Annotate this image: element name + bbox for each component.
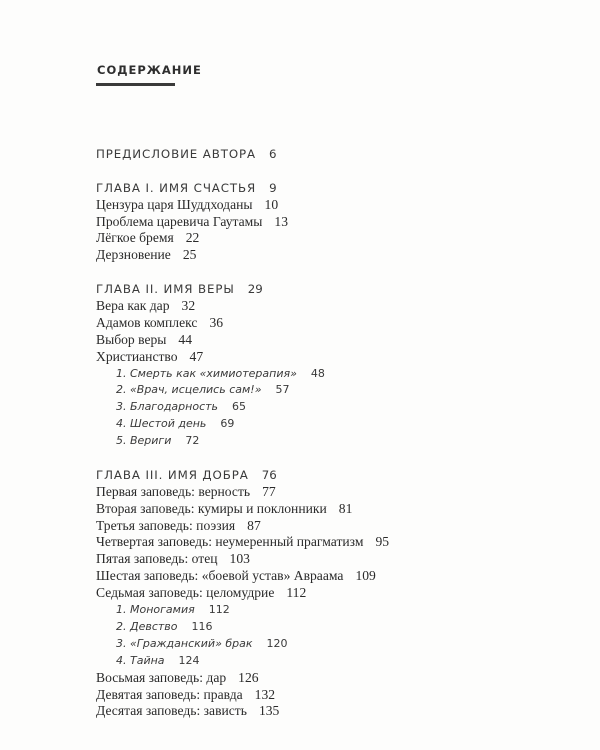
toc-entry: [96, 484, 576, 501]
toc-page-number: 116: [191, 619, 213, 633]
toc-entry: [96, 349, 576, 366]
toc-entry-title: Четвертая заповедь: неумеренный прагматизм: [96, 534, 364, 550]
toc-entry-title: Седьмая заповедь: целомудрие: [96, 585, 275, 601]
toc-section-heading: [96, 180, 576, 197]
toc-page-number: 109: [355, 568, 376, 584]
toc-entry: [96, 332, 576, 349]
toc-subentry: [96, 433, 576, 450]
toc-entry-title: Шестая заповедь: «боевой устав» Авраама: [96, 568, 344, 584]
toc-page-number: 47: [189, 348, 204, 364]
toc-entry-title: Выбор веры: [96, 331, 167, 347]
toc-section-heading: [96, 146, 576, 163]
toc-entry-title: 3. Благодарность: [116, 400, 219, 414]
toc-entry-title: 4. Шестой день: [116, 417, 207, 431]
toc-page-number: 57: [275, 383, 290, 397]
toc-subentry: [96, 653, 576, 670]
toc-entry-title: Десятая заповедь: зависть: [96, 703, 247, 719]
toc-entry-title: Проблема царевича Гаутамы: [96, 213, 263, 229]
toc-entry-title: ПРЕДИСЛОВИЕ АВТОРА: [96, 147, 257, 161]
toc-page-number: 77: [262, 483, 276, 499]
toc-entry: [96, 247, 576, 264]
toc-page-number: 48: [310, 366, 325, 380]
toc-page-number: 132: [254, 686, 276, 702]
toc-section-heading: [96, 281, 576, 298]
toc-entry-title: Пятая заповедь: отец: [96, 551, 218, 567]
toc-subentry: [96, 636, 576, 653]
toc-page-number: 10: [264, 196, 279, 212]
toc-page-number: 103: [229, 551, 250, 567]
toc-entry-title: Лёгкое бремя: [96, 230, 174, 246]
toc-page-number: 69: [220, 417, 235, 431]
toc-entry: [96, 501, 576, 518]
toc-page-number: 135: [258, 703, 280, 719]
toc-page-number: 112: [286, 585, 307, 601]
toc-page-number: 81: [338, 500, 353, 516]
toc-subentry: [96, 416, 576, 433]
toc-entry: [96, 670, 576, 687]
toc-subentry: [96, 619, 576, 636]
toc-entry-title: Цензура царя Шуддходаны: [96, 196, 253, 212]
toc-entry-title: Вера как дар: [96, 298, 170, 314]
toc-entry-title: ГЛАВА I. ИМЯ СЧАСТЬЯ: [96, 180, 257, 195]
section-spacer: [96, 450, 576, 467]
toc-entry-title: 1. Смерть как «химиотерапия»: [116, 366, 297, 380]
toc-entry: [96, 585, 576, 602]
toc-page-number: 22: [185, 230, 200, 246]
title-underline: [96, 83, 175, 86]
section-spacer: [96, 264, 576, 281]
toc-entry-title: 3. «Гражданский» брак: [116, 636, 253, 650]
toc-entry-title: Девятая заповедь: правда: [96, 686, 243, 702]
toc-entry: [96, 551, 576, 568]
toc-page-number: 126: [238, 669, 259, 685]
toc-entry: [96, 687, 576, 704]
toc-entry: [96, 230, 576, 247]
toc-page-number: 76: [261, 467, 277, 482]
page-title: СОДЕРЖАНИЕ: [97, 63, 202, 77]
toc-entry-title: Третья заповедь: поэзия: [96, 517, 236, 533]
toc-entry: [96, 534, 576, 551]
toc-page-number: 120: [266, 636, 288, 650]
toc-subentry: [96, 602, 576, 619]
toc-entry-title: 2. Девство: [116, 619, 178, 633]
toc-entry-title: Адамов комплекс: [96, 314, 198, 330]
toc-entry-title: Первая заповедь: верность: [96, 483, 251, 499]
toc-subentry: [96, 382, 576, 399]
toc-page-number: 36: [209, 314, 224, 330]
toc-page-number: 44: [178, 331, 193, 347]
toc-entry-title: ГЛАВА II. ИМЯ ВЕРЫ: [96, 282, 235, 297]
toc-entry-title: 1. Моногамия: [116, 603, 195, 617]
toc-page-number: 32: [181, 298, 196, 314]
toc-entry: [96, 315, 576, 332]
toc-page-number: 29: [247, 282, 263, 297]
table-of-contents: [96, 146, 576, 720]
toc-page-number: 112: [208, 603, 230, 617]
toc-entry-title: 5. Вериги: [116, 434, 172, 448]
section-spacer: [96, 163, 576, 180]
toc-page-number: 65: [232, 400, 247, 414]
toc-page-number: 9: [269, 180, 277, 195]
toc-page-number: 124: [178, 653, 200, 667]
toc-page-number: 87: [247, 517, 261, 533]
toc-entry-title: Восьмая заповедь: дар: [96, 669, 227, 685]
toc-page-number: 72: [185, 434, 200, 448]
toc-page-number: 95: [375, 534, 390, 550]
toc-entry: [96, 568, 576, 585]
toc-entry-title: Вторая заповедь: кумиры и поклонники: [96, 500, 327, 516]
toc-entry-title: 2. «Врач, исцелись сам!»: [116, 383, 262, 397]
toc-page-number: 13: [274, 213, 288, 229]
toc-section-heading: [96, 467, 576, 484]
toc-entry: [96, 214, 576, 231]
toc-page-number: 25: [182, 247, 197, 263]
toc-entry: [96, 298, 576, 315]
toc-page-number: 6: [269, 147, 277, 161]
toc-entry-title: 4. Тайна: [116, 653, 165, 667]
toc-entry: [96, 703, 576, 720]
toc-entry-title: Дерзновение: [96, 247, 171, 263]
toc-subentry: [96, 399, 576, 416]
toc-entry-title: ГЛАВА III. ИМЯ ДОБРА: [96, 467, 249, 482]
toc-entry-title: Христианство: [96, 348, 178, 364]
toc-entry: [96, 197, 576, 214]
toc-subentry: [96, 366, 576, 383]
toc-entry: [96, 518, 576, 535]
